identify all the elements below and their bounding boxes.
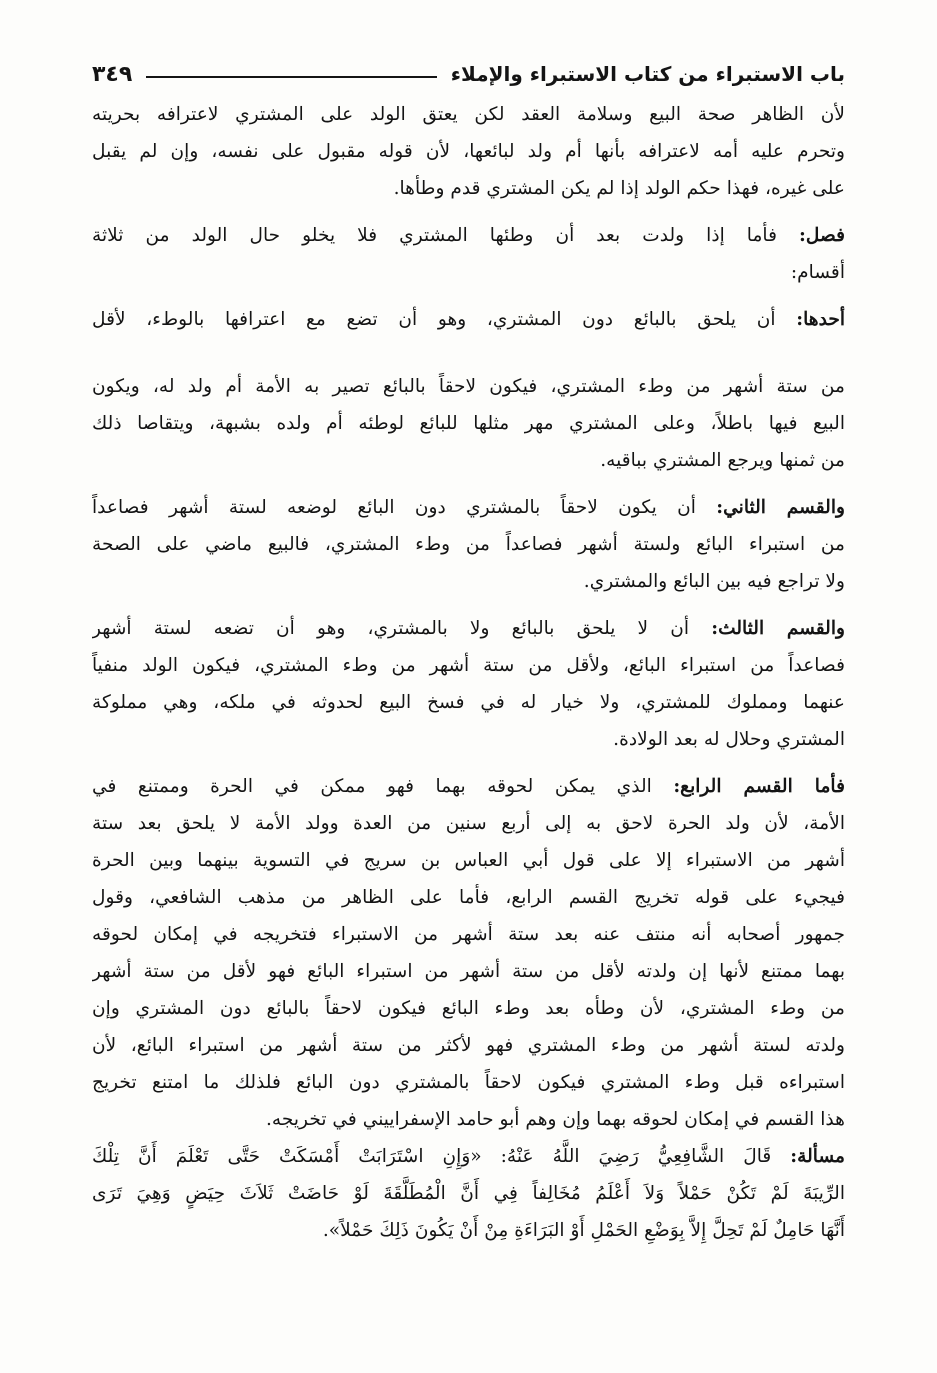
paragraph [92,96,845,207]
paragraph-masala [92,1138,845,1249]
section-label: أحدها: [796,309,845,330]
text-line: أشهر من الاستبراء إلا على قول أبي العباس بن سريج في التسوية بينهما وبين الحرة [92,850,845,871]
text-line: ولا تراجع فيه بين البائع والمشتري. [583,571,845,592]
text-line: هذا القسم في إمكان لحوقه بهما وإن وهم أبو حامد الإسفراييني في تخريجه. [266,1109,845,1130]
section-label: والقسم الثاني: [716,497,845,518]
section-label: والقسم الثالث: [711,618,845,639]
text-line: أَنَّهَا حَامِلٌ لَمْ تَحِلَّ إِلاَّ بِوَضْعِ الحَمْلِ أَوْ البَرَاءَةِ مِنْ أَنْ يَكُونَ ذَلِكَ حَمْلاً». [322,1220,845,1241]
text-line: أقسام: [790,262,845,283]
text-line: المشتري وحلال له بعد الولادة. [613,729,845,750]
section-label: فأما القسم الرابع: [673,776,845,797]
paragraph-second-section [92,489,845,600]
text-line: الذي يمكن لحوقه بهما فهو ممكن في الحرة وممتنع في [92,776,652,797]
text-line: لأن الظاهر صحة البيع وسلامة العقد لكن يعتق الولد على المشتري لاعترافه بحريته [92,104,845,125]
text-line: من ستة أشهر من وطء المشتري، فيكون لاحقاً بالبائع تصير به الأمة أم ولد له، ويكون [92,376,845,397]
text-line: من وطء المشتري، لأن وطأه بعد وطء البائع فيكون لاحقاً بالبائع دون المشتري وإن [92,998,845,1019]
text-line: فيجيء على قوله تخريج القسم الرابع، فأما على الظاهر من مذهب الشافعي، وقول [92,887,845,908]
text-line: وتحرم عليه أمه لاعترافه بأنها أم ولد لبائعها، لأن قوله مقبول على نفسه، وإن لم يقبل [92,141,845,162]
text-line: على غيره، فهذا حكم الولد إذا لم يكن المشتري قدم وطأها. [393,178,845,199]
header-rule [146,76,436,78]
page-header [92,56,845,92]
text-line: بهما ممتنع لأنها إن ولدته لأقل من ستة أشهر من استبراء البائع فهو لأقل من ستة أشهر [92,961,845,982]
text-line: فصاعداً من استبراء البائع، ولأقل من ستة أشهر من وطء المشتري، فيكون الولد منفياً [92,655,845,676]
paragraph-fourth-section [92,768,845,1138]
paragraph [92,368,845,479]
paragraph-third-section [92,610,845,758]
text-line: فأما إذا ولدت بعد أن وطئها المشتري فلا يخلو حال الولد من ثلاثة [92,225,777,246]
text-line: أن يلحق بالبائع دون المشتري، وهو أن تضع مع اعترافها بالوطء، لأقل [92,309,776,330]
text-line: الرِّيبَةَ لَمْ تَكُنْ حَمْلاً وَلاَ أَعْلَمُ مُخَالِفاً فِي أَنَّ الْمُطَلَّقَةَ لَوْ حَاضَتْ ثَلاَثَ حِيَضٍ وَهِيَ تَرَى [92,1183,845,1204]
section-label: مسألة: [790,1146,845,1167]
section-label: فصل: [799,225,845,246]
text-line: ولدته لستة أشهر من وطء المشتري فهو لأكثر من ستة أشهر من استبراء البائع، لأن [92,1035,845,1056]
text-line: استبراءه قبل وطء المشتري فيكون لاحقاً بالمشتري دون البائع فلذلك ما امتنع تخريج [92,1072,845,1093]
page-body [92,96,845,1249]
chapter-title: باب الاستبراء من كتاب الاستبراء والإملاء [450,62,845,86]
text-line: من استبراء البائع ولستة أشهر فصاعداً من وطء المشتري، فالبيع ماضي على الصحة [92,534,845,555]
paragraph-fasl [92,217,845,291]
page-number: ٣٤٩ [92,61,133,87]
text-line: عنهما ومملوك للمشتري، ولا خيار له في فسخ البيع لحدوثه في ملكه، وهي مملوكة [92,692,845,713]
text-line: البيع فيها باطلاً، وعلى المشتري مهر مثلها للبائع لوطئه أم ولده بشبهة، ويتقاصا ذلك [92,413,845,434]
text-line: من ثمنها ويرجع المشتري بباقيه. [600,450,845,471]
text-line: أن لا يلحق بالبائع ولا بالمشتري، وهو أن تضعه لستة أشهر [92,618,690,639]
paragraph-first [92,301,845,338]
text-line: قَالَ الشَّافِعِيُّ رَضِيَ اللَّهُ عَنْهُ: «وَإِنِ اسْتَرَابَتْ أَمْسَكَتْ حَتَّى تَعْلَمَ أَنَّ تِلْكَ [92,1146,772,1167]
text-line: الأمة، لأن ولد الحرة لاحق به إلى أربع سنين من العدة وولد الأمة لا يلحق بعد ستة [92,813,845,834]
text-line: جمهور أصحابه أنه منتف عنه بعد ستة أشهر من الاستبراء فتخريجه في إمكان لحوقه [92,924,845,945]
text-line: أن يكون لاحقاً بالمشتري دون البائع لوضعه لستة أشهر فصاعداً [92,497,696,518]
